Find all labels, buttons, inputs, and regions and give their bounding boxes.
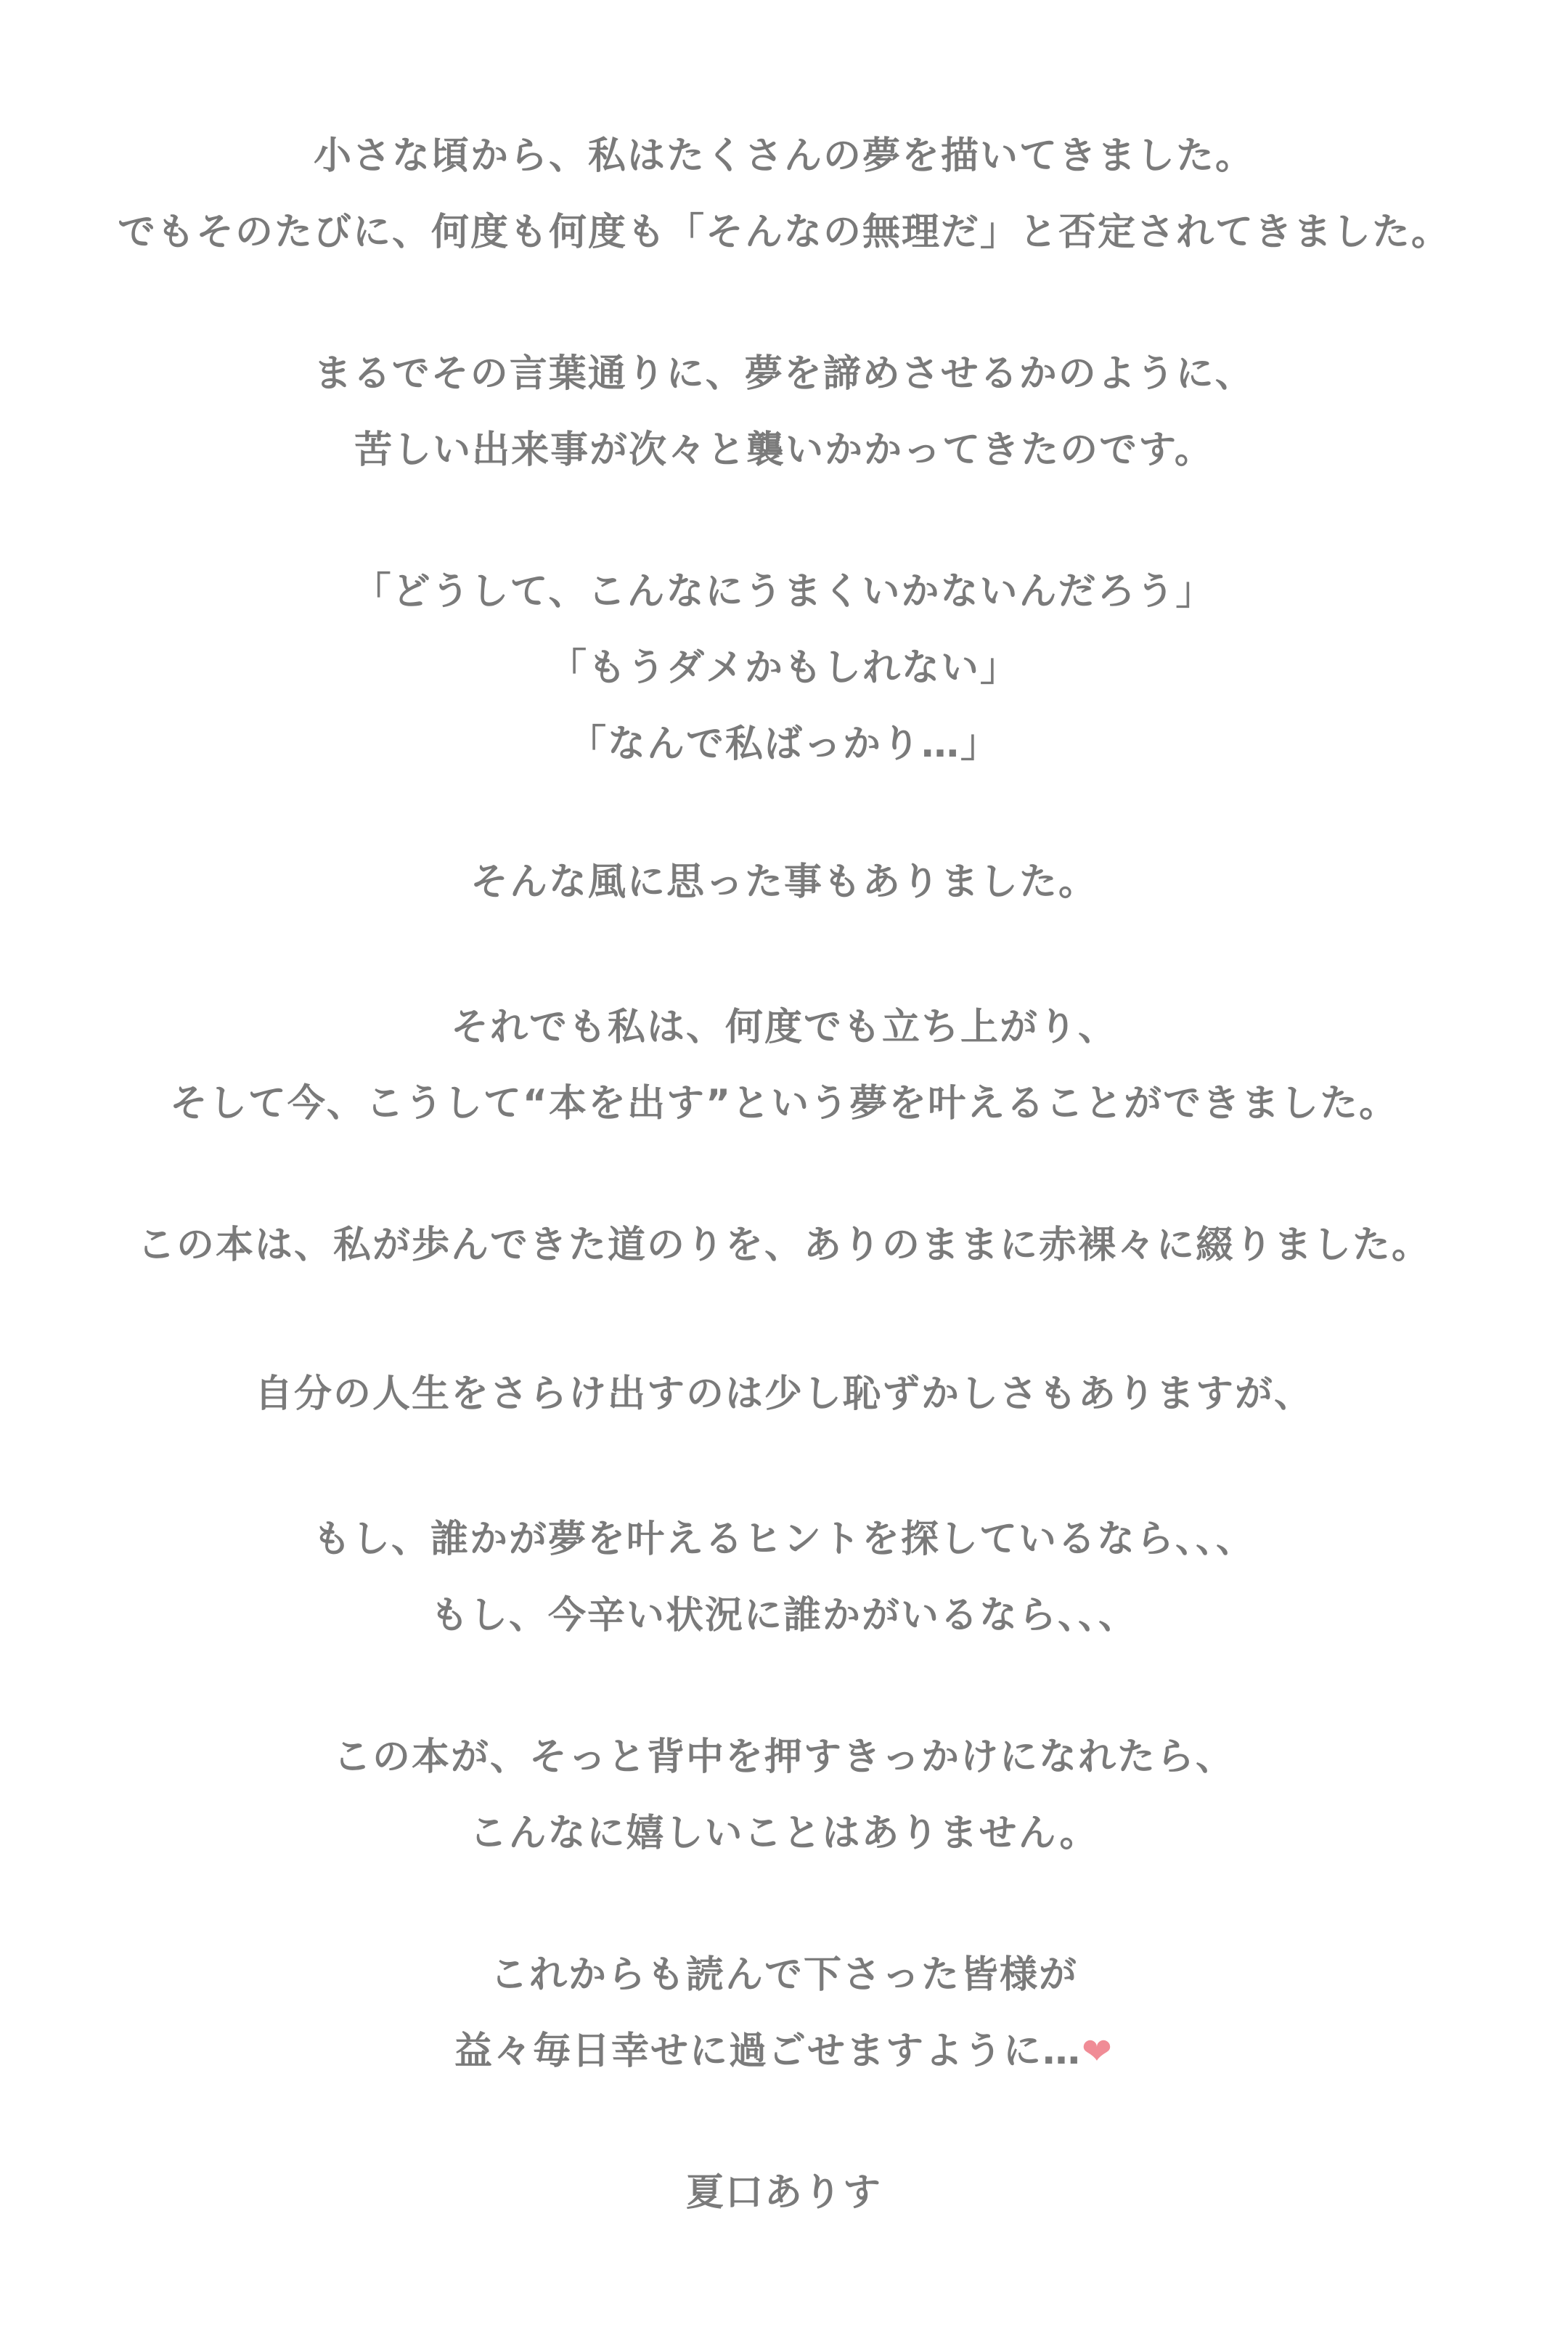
- text-line-8: この本は、私が歩んできた道のりを、ありのままに赤裸々に綴りました。: [136, 1224, 1431, 1267]
- text-line-11: もし、今辛い状況に誰かがいるなら、、、: [430, 1594, 1138, 1637]
- text-line-4: 苦しい出来事が次々と襲いかかってきたのです。: [354, 428, 1214, 472]
- text-line-10: もし、誰かが夢を叶えるヒントを探しているなら、、、: [312, 1518, 1255, 1561]
- text-line-5: そんな風に思った事もありました。: [470, 860, 1098, 904]
- quote-line-2: 「もうダメかもしれない」: [548, 646, 1019, 690]
- text-line-15: [0, 2022, 1568, 2080]
- quote-line-1: 「どうして、こんなにうまくいかないんだろう」: [353, 570, 1215, 614]
- text-line-6: それでも私は、何度でも立ち上がり、: [450, 1006, 1117, 1049]
- heart-icon: ❤: [1082, 2030, 1114, 2072]
- text-line-13: こんなに嬉しいことはありません。: [469, 1812, 1099, 1855]
- text-line-3: まるでその言葉通りに、夢を諦めさせるかのように、: [314, 352, 1254, 396]
- text-line-2: でもそのたびに、何度も何度も「そんなの無理だ」と否定されてきました。: [117, 211, 1450, 254]
- text-line-9: 自分の人生をさらけ出すのは少し恥ずかしさもありますが、: [254, 1372, 1313, 1416]
- text-line-15-text: 益々毎日幸せに過ごせますように…: [454, 2029, 1082, 2073]
- quote-line-3: 「なんで私ばっかり…」: [568, 722, 1000, 766]
- text-line-7: そして今、こうして“本を出す”という夢を叶えることができました。: [169, 1082, 1399, 1125]
- author-name: 夏口ありす: [685, 2171, 882, 2215]
- text-line-1: 小さな頃から、私はたくさんの夢を描いてきました。: [313, 134, 1254, 178]
- text-line-12: この本が、そっと背中を押すきっかけになれたら、: [332, 1735, 1235, 1779]
- text-line-14: これからも読んで下さった皆様が: [489, 1953, 1078, 1997]
